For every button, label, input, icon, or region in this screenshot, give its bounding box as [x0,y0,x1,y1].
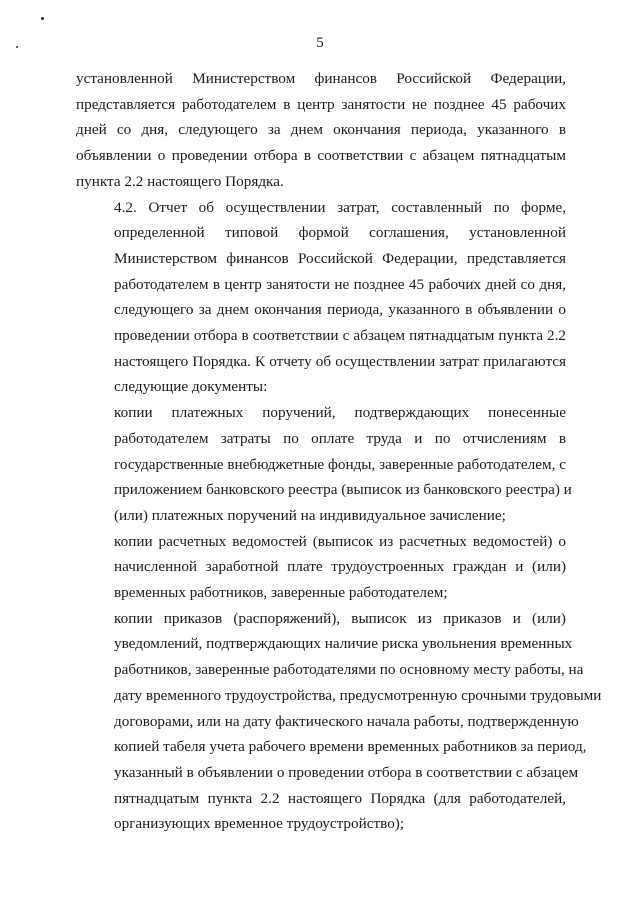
text-line: работодателем в центр занятости не позднее 45 рабочих дней со дня, [114,275,566,293]
text-line: дату временного трудоустройства, предусмотренную срочными трудовыми [114,686,602,704]
text-line: следующего за днем окончания периода, указанного в объявлении о [114,301,566,319]
text-line: объявлении о проведении отбора в соответствии с абзацем пятнадцатым [76,147,566,165]
paragraph [76,529,566,606]
text-line: Министерством финансов Российской Федерации, представляется [114,249,566,267]
text-line: проведении отбора в соответствии с абзацем пятнадцатым пункта 2.2 [114,327,566,345]
text-line: представляется работодателем в центр занятости не позднее 45 рабочих [76,95,566,113]
text-line: договорами, или на дату фактического начала работы, подтвержденную [114,712,579,730]
text-line: указанный в объявлении о проведении отбора в соответствии с абзацем [114,763,579,781]
text-line: работников, заверенные работодателями по основному месту работы, на [114,661,584,679]
text-line: дней со дня, следующего за днем окончания периода, указанного в [76,121,566,139]
text-line: настоящего Порядка. К отчету об осуществлении затрат прилагаются [114,352,566,370]
page-number: 5 [316,35,324,51]
text-line: (или) платежных поручений на индивидуальное зачисление; [114,506,506,524]
paragraph [76,66,566,195]
text-line: начисленной заработной плате трудоустроенных граждан и (или) [114,558,566,576]
text-line: установленной Министерством финансов Российской Федерации, [76,70,566,87]
text-line: уведомлений, подтверждающих наличие риска увольнения временных [114,635,573,653]
text-line: определенной типовой формой соглашения, установленной [114,224,566,242]
text-line: пункта 2.2 настоящего Порядка. [76,172,284,190]
text-line: приложением банковского реестра (выписок из банковского реестра) и [114,481,572,499]
scan-speck [41,17,44,20]
text-line: копии приказов (распоряжений), выписок из приказов и (или) [114,609,566,627]
text-line: работодателем затраты по оплате труда и по отчислениям в [114,429,566,447]
text-line: копией табеля учета рабочего времени временных работников за период, [114,738,587,756]
text-line: копии платежных поручений, подтверждающих понесенные [114,404,566,422]
text-line: государственные внебюджетные фонды, заверенные работодателем, с [114,455,566,473]
document-body [76,66,602,837]
paragraph [76,400,572,529]
paragraph [76,195,566,401]
text-line: временных работников, заверенные работодателем; [114,584,448,602]
paragraph [76,606,602,837]
text-line: копии расчетных ведомостей (выписок из расчетных ведомостей) о [114,532,566,550]
text-line: следующие документы: [114,378,268,396]
text-line: 4.2. Отчет об осуществлении затрат, составленный по форме, [114,198,566,216]
text-line: организующих временное трудоустройство); [114,815,405,833]
text-line: пятнадцатым пункта 2.2 настоящего Порядка (для работодателей, [114,789,566,807]
